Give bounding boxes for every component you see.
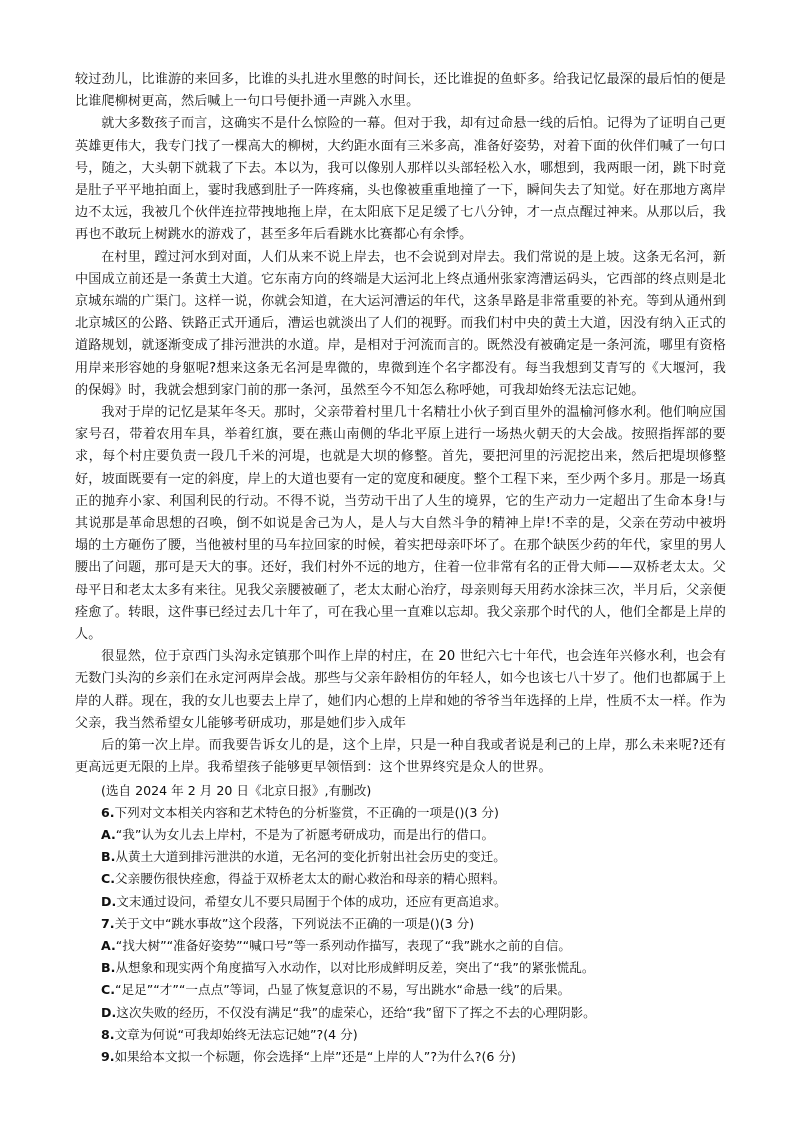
article-paragraph-5: 很显然，位于京西门头沟永定镇那个叫作上岸的村庄，在 20 世纪六七十年代，也会连年兴修水利，也会有无数门头沟的乡亲们在永定河两岸会战。那些与父亲年龄相仿的年轻人，如今也该七八十岁了。他们也都属于上岸的人群。现在，我的女儿也要去上岸了，她们内心想的上岸和她的爷爷当年选择的上岸，性质不太一样。作为父亲，我当然希望女儿能够考研成功，那是她们步入成年 bbox=[75, 649, 726, 731]
option-letter: D. bbox=[101, 1004, 117, 1020]
question-option bbox=[75, 868, 726, 890]
question-stem bbox=[75, 1024, 726, 1046]
option-letter: A. bbox=[101, 826, 116, 842]
option-letter: B. bbox=[101, 960, 116, 976]
question-number: 8. bbox=[101, 1026, 115, 1042]
article-paragraph-3: 在村里，蹚过河水到对面，人们从来不说上岸去，也不会说到对岸去。我们常说的是上坡。这条无名河，新中国成立前还是一条黄土大道。它东南方向的终端是大运河北上终点通州张家湾漕运码头，它西部的终点则是北京城东端的广渠门。这样一说，你就会知道，在大运河漕运的年代，这条旱路是非常重要的补充。等到从通州到北京城区的公路、铁路正式开通后，漕运也就淡出了人们的视野。而我们村中央的黄土大道，因没有纳入正式的道路规划，就逐渐变成了排污泄洪的水道。岸，是相对于河流而言的。既然没有被确定是一条河流，哪里有资格用岸来形容她的身躯呢?想来这条无名河是卑微的，卑微到连个名字都没有。每当我想到艾青写的《大堰河，我的保姆》时，我就会想到家门前的那一条河，虽然至今不知怎么称呼她，可我却始终无法忘记她。 bbox=[75, 249, 726, 398]
question-text: 下列对文本相关内容和艺术特色的分析鉴赏，不正确的一项是()(3 分) bbox=[114, 804, 499, 820]
question-text: 关于文中“跳水事故”这个段落，下列说法不正确的一项是()(3 分) bbox=[114, 915, 475, 931]
question-9 bbox=[75, 1046, 726, 1068]
question-option bbox=[75, 846, 726, 868]
question-stem bbox=[75, 1046, 726, 1068]
question-option bbox=[75, 935, 726, 957]
question-option bbox=[75, 824, 726, 846]
option-text: 从想象和现实两个角度描写入水动作，以对比形成鲜明反差，突出了“我”的紧张慌乱。 bbox=[115, 960, 595, 976]
question-text: 文章为何说“可我却始终无法忘记她”?(4 分) bbox=[114, 1026, 358, 1042]
option-text: “我”认为女儿去上岸村，不是为了祈愿考研成功，而是出行的借口。 bbox=[115, 826, 495, 842]
question-stem bbox=[75, 802, 726, 824]
article-paragraph-2: 就大多数孩子而言，这确实不是什么惊险的一幕。但对于我，却有过命悬一线的后怕。记得为了证明自己更英雄更伟大，我专门找了一棵高大的柳树，大约距水面有三米多高，准备好姿势，对着下面的伙伴们喊了一句口号，随之，大头朝下就栽了下去。本以为，我可以像别人那样以头部轻松入水，哪想到，我两眼一闭，跳下时竟是肚子平平地拍面上，霎时我感到肚子一阵疼痛，头也像被重重地撞了一下，瞬间失去了知觉。好在那地方离岸边不太远，我被几个伙伴连拉带拽地拖上岸，在太阳底下足足缓了七八分钟，才一点点醒过神来。从那以后，我再也不敢玩上树跳水的游戏了，甚至多年后看跳水比赛都心有余悸。 bbox=[75, 116, 726, 243]
question-text: 如果给本文拟一个标题，你会选择“上岸”还是“上岸的人”?为什么?(6 分) bbox=[114, 1048, 516, 1064]
question-number: 9. bbox=[101, 1048, 115, 1064]
option-text: “足足”“才”“一点点”等词，凸显了恢复意识的不易，写出跳水“命悬一线”的后果。 bbox=[115, 982, 571, 998]
question-8 bbox=[75, 1024, 726, 1046]
article-paragraph-1: 较过劲儿，比谁游的来回多，比谁的头扎进水里憋的时间长，还比谁捉的鱼虾多。给我记忆最深的最后怕的便是比谁爬柳树更高，然后喊上一句口号便扑通一声跳入水里。 bbox=[75, 72, 726, 110]
option-letter: C. bbox=[101, 871, 116, 887]
article-paragraph-4: 我对于岸的记忆是某年冬天。那时，父亲带着村里几十名精壮小伙子到百里外的温榆河修水利。他们响应国家号召，带着农用车具，举着红旗，要在燕山南侧的华北平原上进行一场热火朝天的大会战。按照指挥部的要求，每个村庄要负责一段几千米的河堤，也就是大坝的修整。首先，要把河里的污泥挖出来，然后把堤坝修整好，坡面既要有一定的斜度，岸上的大道也要有一定的宽度和硬度。整个工程下来，至少两个多月。那是一场真正的抛弃小家、利国利民的行动。不得不说，当劳动干出了人生的境界，它的生产动力一定超出了生命本身!与其说那是革命思想的召唤，倒不如说是舍己为人，是人与大自然斗争的精神上岸!不幸的是，父亲在劳动中被坍塌的土方砸伤了腰，当他被村里的马车拉回家的时候，着实把母亲吓坏了。在那个缺医少药的年代，家里的男人腰出了问题，那可是天大的事。还好，我们村外不远的地方，住着一位非常有名的正骨大师——双桥老太太。父母平日和老太太多有来往。见我父亲腰被砸了，老太太耐心治疗，母亲则每天用药水涂抹三次，半月后，父亲便痊愈了。转眼，这件事已经过去几十年了，可在我心里一直难以忘却。我父亲那个时代的人，他们全都是上岸的人。 bbox=[75, 405, 726, 643]
question-number: 6. bbox=[101, 804, 115, 820]
option-text: “找大树”“准备好姿势”“喊口号”等一系列动作描写，表现了“我”跳水之前的自信。 bbox=[115, 937, 571, 953]
source-note: (选自 2024 年 2 月 20 日《北京日报》,有删改) bbox=[101, 782, 372, 798]
option-text: 从黄土大道到排污泄洪的水道，无名河的变化折射出社会历史的变迁。 bbox=[115, 849, 506, 865]
question-7 bbox=[75, 913, 726, 1024]
option-letter: D. bbox=[101, 893, 117, 909]
question-stem bbox=[75, 913, 726, 935]
question-number: 7. bbox=[101, 915, 115, 931]
option-text: 父亲腰伤很快痊愈，得益于双桥老太太的耐心救治和母亲的精心照料。 bbox=[115, 871, 506, 887]
option-text: 文末通过设问，希望女儿不要只局囿于个体的成功，还应有更高追求。 bbox=[116, 893, 507, 909]
question-option bbox=[75, 979, 726, 1001]
option-text: 这次失败的经历，不仅没有满足“我”的虚荣心，还给“我”留下了挥之不去的心理阴影。 bbox=[116, 1004, 596, 1020]
option-letter: B. bbox=[101, 849, 116, 865]
question-6 bbox=[75, 802, 726, 913]
question-option bbox=[75, 1002, 726, 1024]
option-letter: C. bbox=[101, 982, 116, 998]
question-option bbox=[75, 957, 726, 979]
article-paragraph-6: 后的第一次上岸。而我要告诉女儿的是，这个上岸，只是一种自我或者说是利己的上岸，那么未来呢?还有更高远更无限的上岸。我希望孩子能够更早领悟到：这个世界终究是众人的世界。 bbox=[75, 738, 726, 776]
question-option bbox=[75, 891, 726, 913]
option-letter: A. bbox=[101, 937, 116, 953]
